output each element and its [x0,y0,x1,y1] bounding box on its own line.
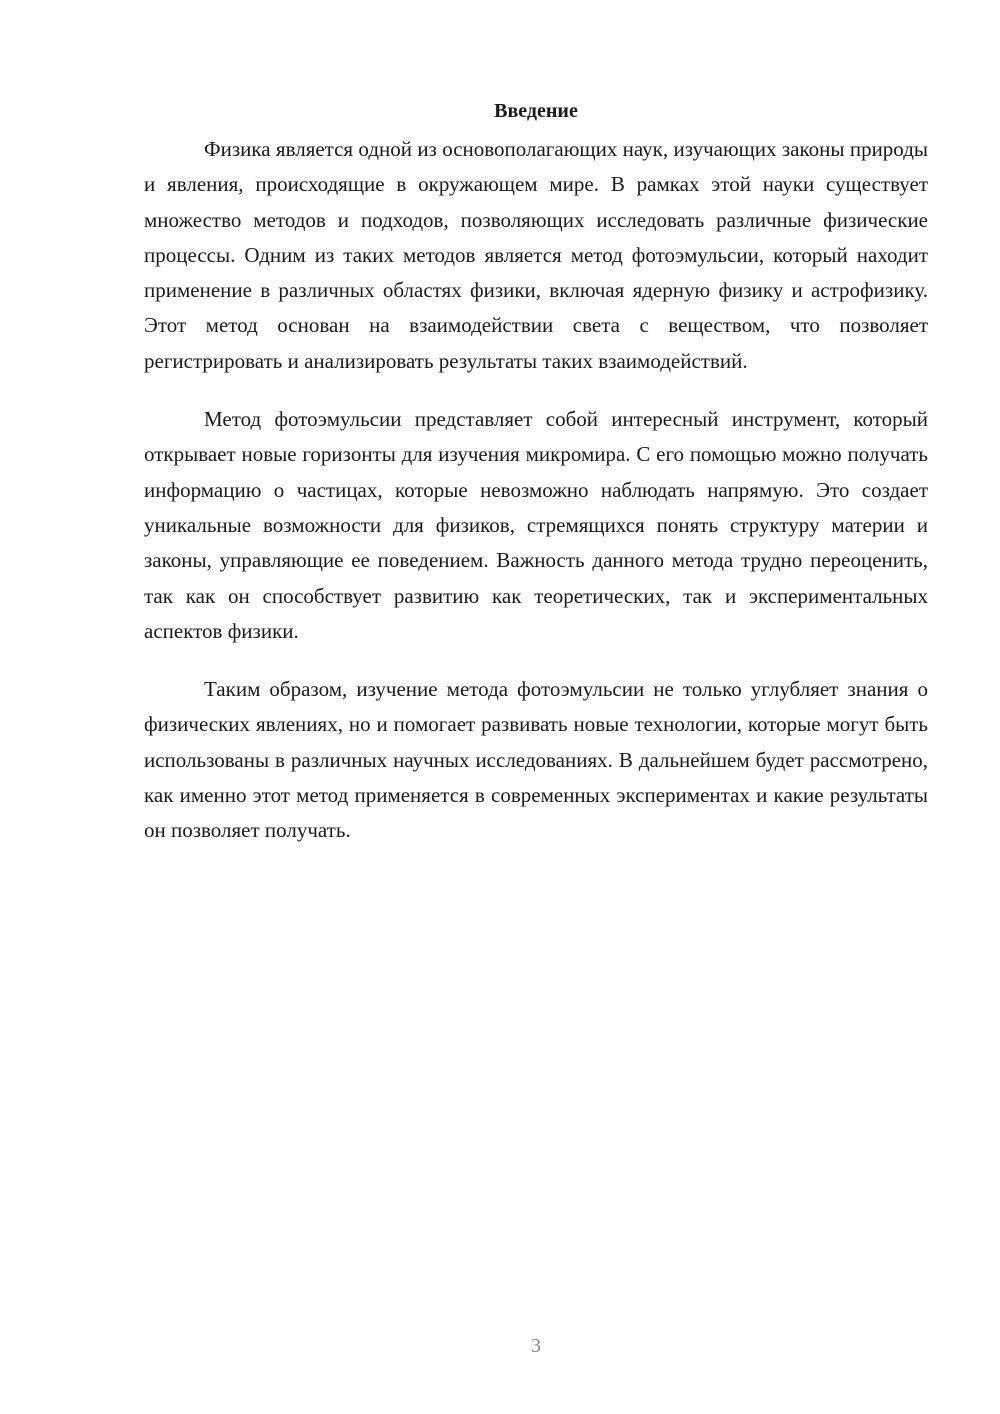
section-heading: Введение [494,100,578,122]
paragraph-3: Таким образом, изучение метода фотоэмульсии не только углубляет знания о физических явлениях, но и помогает развивать новые технологии, которые могут быть использованы в различных научных исследованиях. В дальнейшем будет рассмотрено, как именно этот метод применяется в современных экспериментах и какие результаты он позволяет получать. [144,677,928,843]
paragraph-2: Метод фотоэмульсии представляет собой интересный инструмент, который открывает новые горизонты для изучения микромира. С его помощью можно получать информацию о частицах, которые невозможно наблюдать напрямую. Это создает уникальные возможности для физиков, стремящихся понять структуру материи и законы, управляющие ее поведением. Важность данного метода трудно переоценить, так как он способствует развитию как теоретических, так и экспериментальных аспектов физики. [144,407,928,643]
page-number: 3 [531,1335,541,1357]
paragraph-1: Физика является одной из основополагающих наук, изучающих законы природы и явления, происходящие в окружающем мире. В рамках этой науки существует множество методов и подходов, позволяющих исследовать различные физические процессы. Одним из таких методов является метод фотоэмульсии, который находит применение в различных областях физики, включая ядерную физику и астрофизику. Этот метод основан на взаимодействии света с веществом, что позволяет регистрировать и анализировать результаты таких взаимодействий. [144,137,928,373]
page-content [144,96,928,872]
